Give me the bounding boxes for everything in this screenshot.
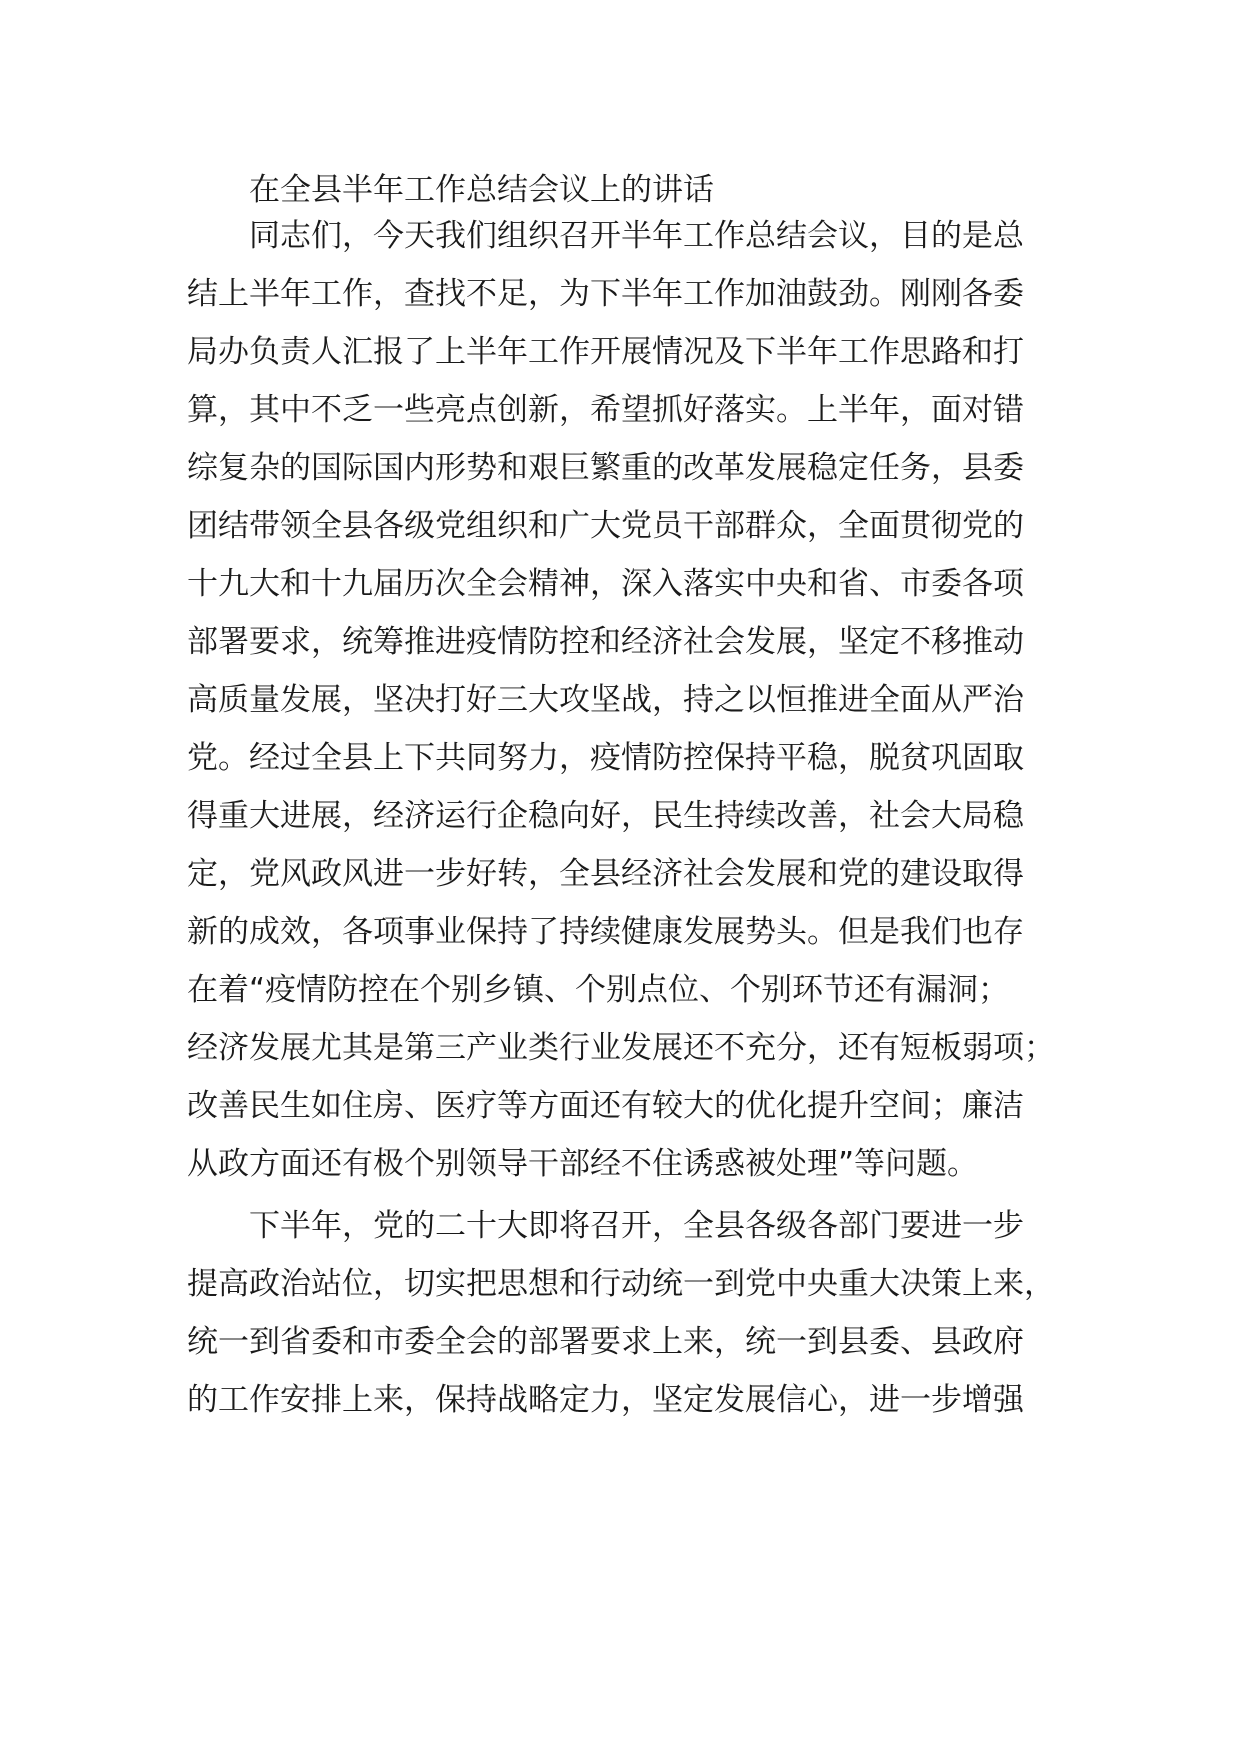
text-line: 在着“疫情防控在个别乡镇、个别点位、个别环节还有漏洞； xyxy=(187,972,1010,1008)
text-line: 十九大和十九届历次全会精神，深入落实中央和省、市委各项 xyxy=(187,566,1024,602)
text-line: 经济发展尤其是第三产业类行业发展还不充分，还有短板弱项； xyxy=(187,1030,1055,1066)
text-line: 统一到省委和市委全会的部署要求上来，统一到县委、县政府 xyxy=(187,1324,1024,1360)
text-line: 的工作安排上来，保持战略定力，坚定发展信心，进一步增强 xyxy=(187,1382,1024,1418)
text-line: 定，党风政风进一步好转，全县经济社会发展和党的建设取得 xyxy=(187,856,1024,892)
text-line: 高质量发展，坚决打好三大攻坚战，持之以恒推进全面从严治 xyxy=(187,682,1024,718)
text-line: 结上半年工作，查找不足，为下半年工作加油鼓劲。刚刚各委 xyxy=(187,276,1024,312)
text-line: 同志们，今天我们组织召开半年工作总结会议，目的是总 xyxy=(249,218,1024,254)
text-line: 从政方面还有极个别领导干部经不住诱惑被处理”等问题。 xyxy=(187,1146,979,1182)
text-line: 改善民生如住房、医疗等方面还有较大的优化提升空间；廉洁 xyxy=(187,1088,1024,1124)
text-line: 部署要求，统筹推进疫情防控和经济社会发展，坚定不移推动 xyxy=(187,624,1024,660)
text-line: 下半年，党的二十大即将召开，全县各级各部门要进一步 xyxy=(249,1208,1024,1244)
text-line: 算，其中不乏一些亮点创新，希望抓好落实。上半年，面对错 xyxy=(187,392,1024,428)
text-line: 得重大进展，经济运行企稳向好，民生持续改善，社会大局稳 xyxy=(187,798,1024,834)
text-line: 局办负责人汇报了上半年工作开展情况及下半年工作思路和打 xyxy=(187,334,1024,370)
document-title: 在全县半年工作总结会议上的讲话 xyxy=(249,172,714,208)
text-line: 党。经过全县上下共同努力，疫情防控保持平稳，脱贫巩固取 xyxy=(187,740,1024,776)
text-line: 新的成效，各项事业保持了持续健康发展势头。但是我们也存 xyxy=(187,914,1024,950)
text-line: 综复杂的国际国内形势和艰巨繁重的改革发展稳定任务，县委 xyxy=(187,450,1024,486)
text-line: 团结带领全县各级党组织和广大党员干部群众，全面贯彻党的 xyxy=(187,508,1024,544)
text-line: 提高政治站位，切实把思想和行动统一到党中央重大决策上来， xyxy=(187,1266,1055,1302)
